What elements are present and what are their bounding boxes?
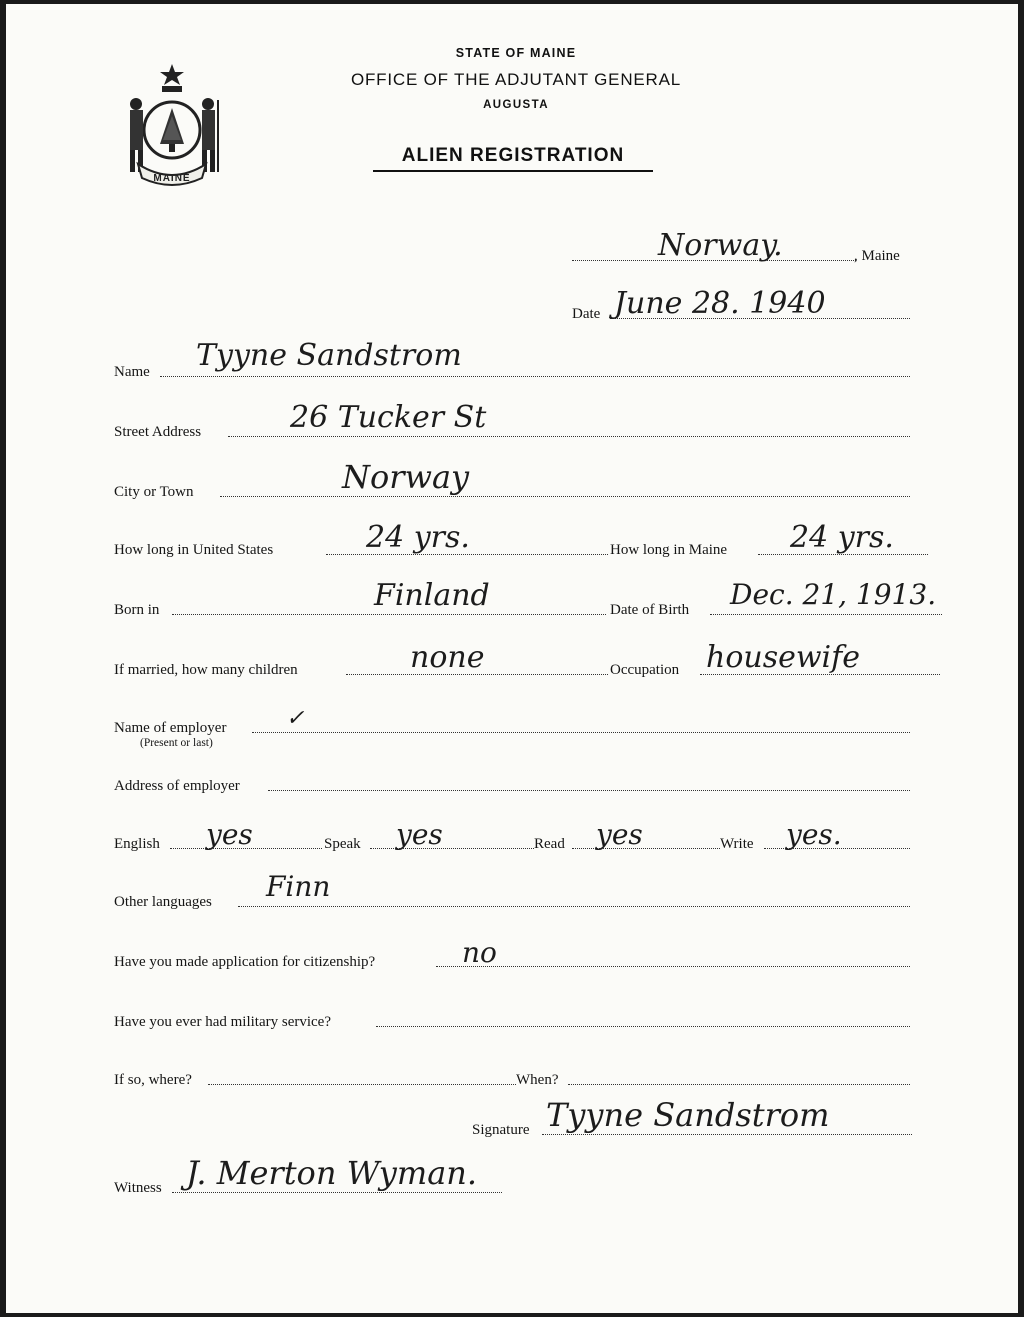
street-address-line bbox=[228, 436, 910, 437]
city-heading: AUGUSTA bbox=[483, 99, 549, 111]
write-value: yes. bbox=[786, 818, 842, 851]
other-languages-line bbox=[238, 906, 910, 907]
dob-value: Dec. 21, 1913. bbox=[730, 578, 937, 611]
employer-line bbox=[252, 732, 910, 733]
witness-label: Witness bbox=[114, 1180, 162, 1196]
witness-line bbox=[172, 1192, 502, 1193]
employer-address-line bbox=[268, 790, 910, 791]
signature-value: Tyyne Sandstrom bbox=[546, 1096, 830, 1134]
when-line bbox=[568, 1084, 910, 1085]
children-label: If married, how many children bbox=[114, 662, 298, 678]
when-label: When? bbox=[516, 1072, 559, 1088]
dob-label: Date of Birth bbox=[610, 602, 690, 618]
us-duration-label: How long in United States bbox=[114, 542, 274, 558]
witness-value: J. Merton Wyman. bbox=[186, 1154, 478, 1192]
date-label: Date bbox=[572, 306, 601, 322]
office-heading: OFFICE OF THE ADJUTANT GENERAL bbox=[350, 70, 682, 89]
english-value: yes bbox=[206, 818, 253, 851]
place-value: Norway. bbox=[658, 228, 783, 263]
occupation-value: housewife bbox=[706, 640, 860, 675]
other-languages-value: Finn bbox=[266, 870, 331, 903]
date-value: June 28. 1940 bbox=[614, 286, 826, 321]
maine-duration-label: How long in Maine bbox=[610, 542, 728, 558]
state-suffix-label: , Maine bbox=[854, 248, 900, 264]
signature-line bbox=[542, 1134, 912, 1135]
city-value: Norway bbox=[342, 458, 470, 496]
street-address-value: 26 Tucker St bbox=[290, 400, 487, 435]
english-label: English bbox=[114, 836, 160, 852]
signature-label: Signature bbox=[472, 1122, 530, 1138]
city-label: City or Town bbox=[114, 484, 194, 500]
military-label: Have you ever had military service? bbox=[114, 1014, 331, 1030]
employer-sublabel: (Present or last) bbox=[140, 737, 213, 749]
us-duration-value: 24 yrs. bbox=[366, 520, 470, 555]
street-address-label: Street Address bbox=[114, 424, 202, 440]
read-label: Read bbox=[534, 836, 565, 852]
dob-line bbox=[710, 614, 942, 615]
citizenship-value: no bbox=[462, 936, 497, 969]
name-line bbox=[160, 376, 910, 377]
name-label: Name bbox=[114, 364, 150, 380]
occupation-label: Occupation bbox=[610, 662, 680, 678]
employer-address-label: Address of employer bbox=[114, 778, 240, 794]
read-line bbox=[572, 848, 720, 849]
state-heading: STATE OF MAINE bbox=[455, 46, 577, 60]
where-label: If so, where? bbox=[114, 1072, 192, 1088]
citizenship-line bbox=[436, 966, 910, 967]
where-line bbox=[208, 1084, 516, 1085]
speak-line bbox=[370, 848, 534, 849]
maine-duration-value: 24 yrs. bbox=[790, 520, 894, 555]
birthplace-value: Finland bbox=[374, 578, 490, 613]
children-value: none bbox=[410, 640, 485, 675]
alien-registration-form bbox=[6, 4, 1018, 1313]
birthplace-line bbox=[172, 614, 606, 615]
birthplace-label: Born in bbox=[114, 602, 160, 618]
city-line bbox=[220, 496, 910, 497]
military-line bbox=[376, 1026, 910, 1027]
seal-banner-text: MAINE bbox=[153, 173, 191, 184]
name-value: Tyyne Sandstrom bbox=[196, 338, 462, 373]
speak-value: yes bbox=[396, 818, 443, 851]
employer-value: ✓ bbox=[286, 706, 305, 731]
read-value: yes bbox=[596, 818, 643, 851]
citizenship-label: Have you made application for citizenship? bbox=[114, 954, 376, 970]
other-languages-label: Other languages bbox=[114, 894, 212, 910]
maine-state-seal-icon bbox=[118, 60, 226, 192]
form-title: ALIEN REGISTRATION bbox=[373, 145, 653, 172]
speak-label: Speak bbox=[324, 836, 361, 852]
write-label: Write bbox=[720, 836, 754, 852]
employer-label: Name of employer bbox=[114, 720, 227, 736]
